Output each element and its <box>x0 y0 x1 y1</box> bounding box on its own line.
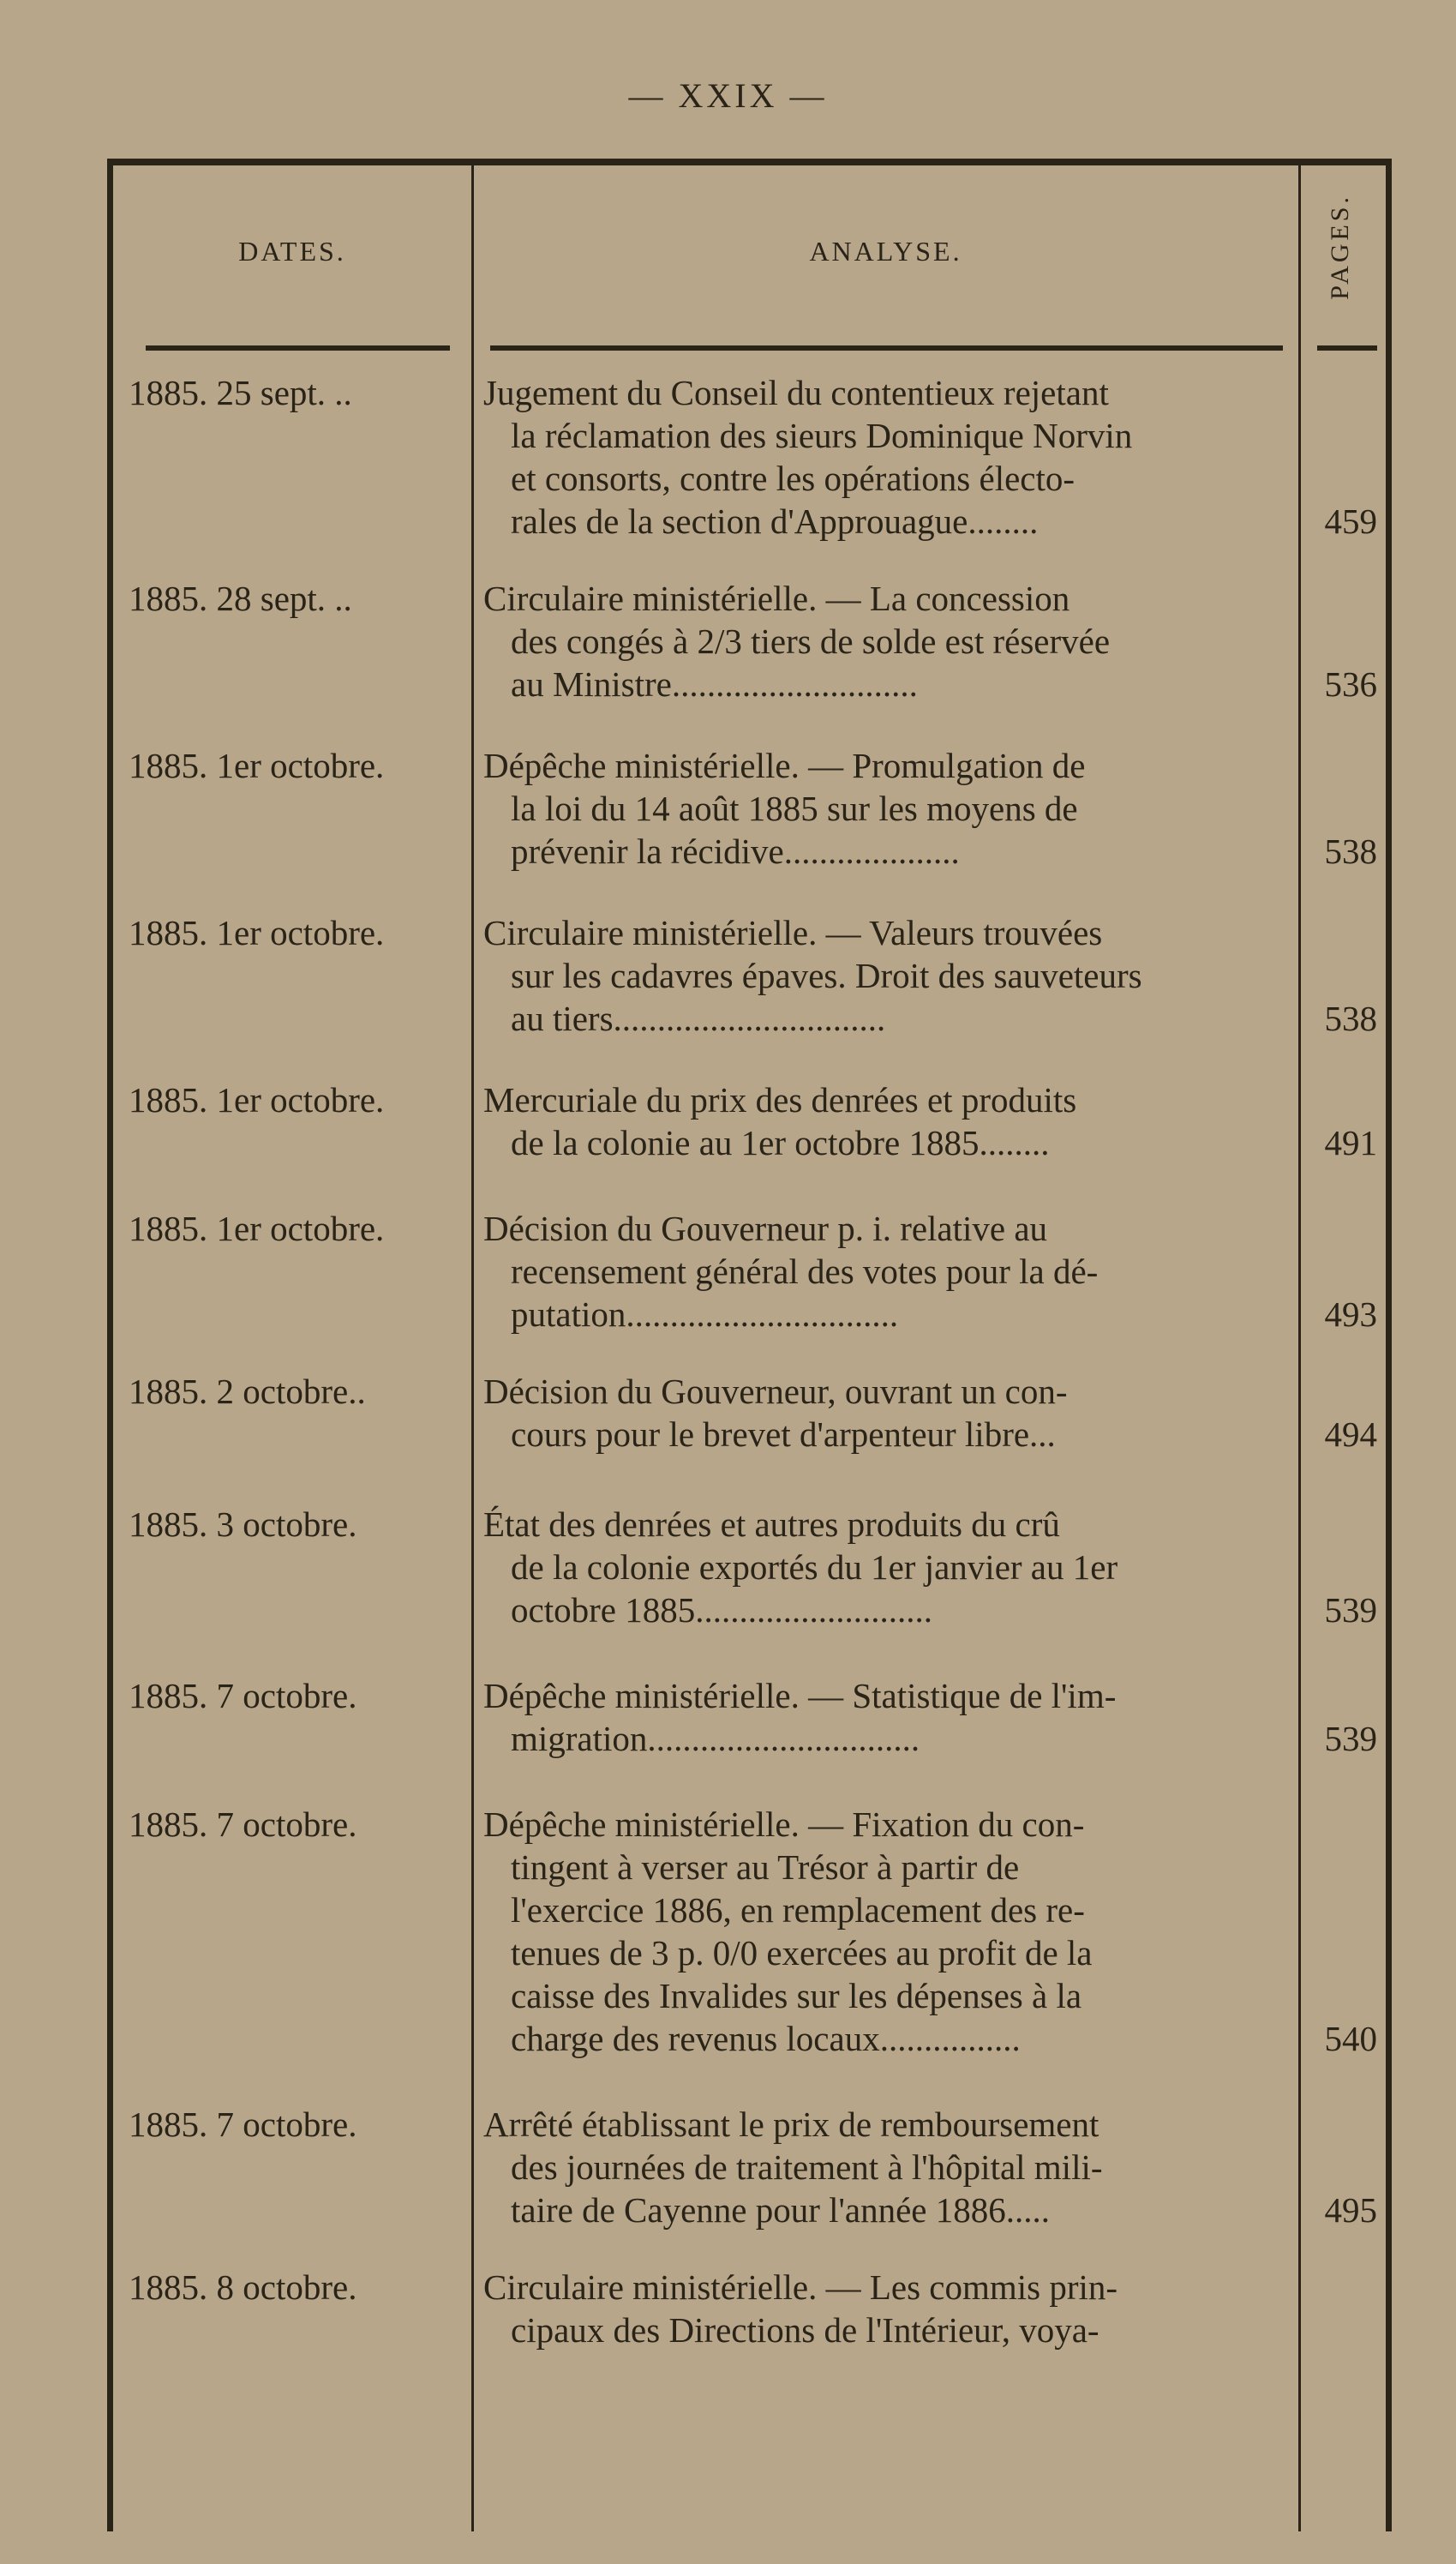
analysis-line: recensement général des votes pour la dé- <box>511 1252 1099 1291</box>
analysis-line: Dépêche ministérielle. — Statistique de l'im- <box>483 1676 1117 1715</box>
analysis-line: caisse des Invalides sur les dépenses à la <box>511 1976 1082 2015</box>
row-date: 1885. 1er octobre. <box>129 746 385 785</box>
analysis-line: au tiers............................... <box>511 999 886 1038</box>
row-analysis <box>483 577 1293 706</box>
row-date: 1885. 25 sept. .. <box>129 373 352 412</box>
header-rule <box>490 345 1283 351</box>
row-page-number: 495 <box>1324 2190 1377 2230</box>
analysis-line: de la colonie au 1er octobre 1885........ <box>511 1123 1050 1162</box>
row-page-number: 491 <box>1324 1123 1377 1162</box>
analysis-line: État des denrées et autres produits du crû <box>483 1504 1060 1544</box>
row-analysis <box>483 1370 1293 1456</box>
analysis-line: tenues de 3 p. 0/0 exercées au profit de la <box>511 1933 1093 1973</box>
row-analysis <box>483 1503 1293 1631</box>
row-date: 1885. 7 octobre. <box>129 1676 357 1715</box>
analysis-line: la réclamation des sieurs Dominique Norvin <box>511 416 1133 455</box>
analysis-line: prévenir la récidive.................... <box>511 832 960 871</box>
header-analyse: ANALYSE. <box>809 236 962 267</box>
row-date: 1885. 2 octobre.. <box>129 1372 366 1411</box>
analysis-line: Décision du Gouverneur p. i. relative au <box>483 1209 1048 1248</box>
row-analysis <box>483 744 1293 873</box>
row-page-number: 538 <box>1324 999 1377 1038</box>
analysis-line: Dépêche ministérielle. — Promulgation de <box>483 746 1086 785</box>
header-pages-label: PAGES. <box>1326 194 1354 300</box>
row-analysis <box>483 1207 1293 1336</box>
row-date: 1885. 28 sept. .. <box>129 579 352 618</box>
row-date: 1885. 1er octobre. <box>129 1209 385 1248</box>
header-rule <box>1317 345 1377 351</box>
analysis-line: Jugement du Conseil du contentieux rejetant <box>483 373 1109 412</box>
analysis-line: octobre 1885........................... <box>511 1590 932 1630</box>
analysis-line: de la colonie exportés du 1er janvier au 1er <box>511 1547 1118 1587</box>
row-date: 1885. 3 octobre. <box>129 1504 357 1544</box>
analysis-line: tingent à verser au Trésor à partir de <box>511 1847 1020 1887</box>
analysis-line: des journées de traitement à l'hôpital mili- <box>511 2147 1103 2187</box>
analysis-line: taire de Cayenne pour l'année 1886..... <box>511 2190 1050 2230</box>
row-page-number: 540 <box>1324 2019 1377 2058</box>
analysis-line: l'exercice 1886, en remplacement des re- <box>511 1890 1085 1930</box>
analysis-line: charge des revenus locaux................ <box>511 2019 1021 2058</box>
row-analysis <box>483 1803 1293 2060</box>
row-date: 1885. 1er octobre. <box>129 1080 385 1120</box>
analysis-line: Circulaire ministérielle. — Les commis prin- <box>483 2267 1118 2307</box>
analysis-line: Circulaire ministérielle. — Valeurs trouvées <box>483 913 1103 952</box>
index-table <box>107 159 1392 2531</box>
analysis-line: putation............................... <box>511 1294 899 1334</box>
row-page-number: 539 <box>1324 1590 1377 1630</box>
row-page-number: 536 <box>1324 664 1377 704</box>
header-dates: DATES. <box>238 236 346 267</box>
row-page-number: 459 <box>1324 501 1377 541</box>
analysis-line: Dépêche ministérielle. — Fixation du con- <box>483 1804 1085 1844</box>
analysis-line: la loi du 14 août 1885 sur les moyens de <box>511 789 1078 828</box>
analysis-line: migration............................... <box>511 1719 920 1758</box>
analysis-line: au Ministre............................ <box>511 664 918 704</box>
analysis-line: Circulaire ministérielle. — La concession <box>483 579 1070 618</box>
page-header: — XXIX — <box>628 76 828 115</box>
row-analysis <box>483 2266 1293 2351</box>
row-analysis <box>483 1078 1293 1164</box>
row-date: 1885. 7 octobre. <box>129 2105 357 2144</box>
analysis-line: des congés à 2/3 tiers de solde est réservée <box>511 621 1111 661</box>
analysis-line: Décision du Gouverneur, ouvrant un con- <box>483 1372 1068 1411</box>
row-date: 1885. 1er octobre. <box>129 913 385 952</box>
row-page-number: 494 <box>1324 1414 1377 1454</box>
row-page-number: 493 <box>1324 1294 1377 1334</box>
analysis-line: et consorts, contre les opérations électo- <box>511 459 1076 498</box>
analysis-line: cours pour le brevet d'arpenteur libre... <box>511 1414 1056 1454</box>
column-divider <box>471 165 474 2531</box>
row-date: 1885. 7 octobre. <box>129 1804 357 1844</box>
analysis-line: Mercuriale du prix des denrées et produits <box>483 1080 1077 1120</box>
row-analysis <box>483 2103 1293 2231</box>
header-pages <box>1301 183 1380 311</box>
row-date: 1885. 8 octobre. <box>129 2267 357 2307</box>
analysis-line: rales de la section d'Approuague........ <box>511 501 1039 541</box>
row-page-number: 538 <box>1324 832 1377 871</box>
column-divider <box>1298 165 1301 2531</box>
analysis-line: cipaux des Directions de l'Intérieur, voya- <box>511 2310 1099 2350</box>
row-analysis <box>483 1674 1293 1760</box>
row-page-number: 539 <box>1324 1719 1377 1758</box>
row-analysis <box>483 371 1293 543</box>
analysis-line: sur les cadavres épaves. Droit des sauveteurs <box>511 956 1142 995</box>
analysis-line: Arrêté établissant le prix de remboursement <box>483 2105 1099 2144</box>
row-analysis <box>483 911 1293 1040</box>
header-rule <box>146 345 450 351</box>
